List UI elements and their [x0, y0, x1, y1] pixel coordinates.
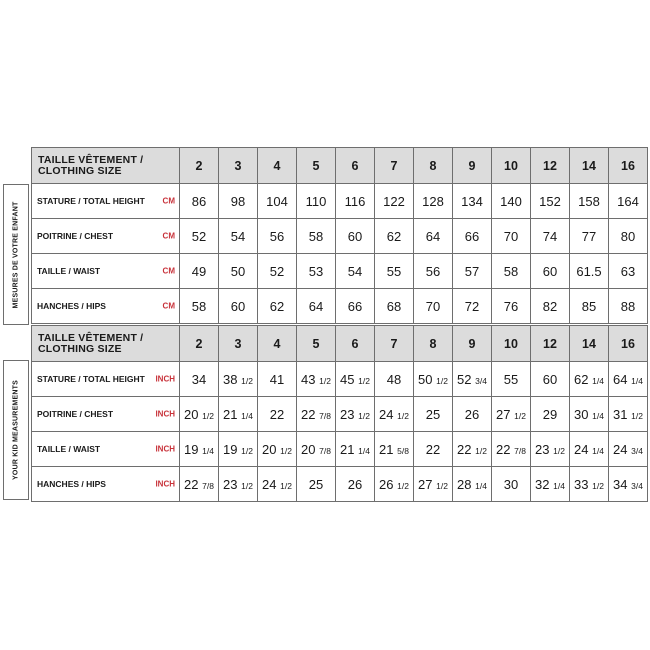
measurement-value: 116	[336, 184, 375, 219]
value-whole: 34	[613, 476, 632, 492]
value-fraction: 1/2	[358, 410, 370, 421]
measurement-value: 74	[531, 219, 570, 254]
measurement-value: 82	[531, 289, 570, 324]
value-fraction: 1/2	[436, 480, 448, 491]
value-whole: 22	[457, 441, 476, 457]
measurement-value: 56	[414, 254, 453, 289]
measurement-value: 30	[492, 467, 531, 502]
measurement-value: 58	[492, 254, 531, 289]
measurement-value	[375, 432, 414, 467]
size-column-header: 16	[609, 148, 648, 184]
value-whole: 27	[496, 406, 515, 422]
measurement-value: 22	[414, 432, 453, 467]
measurement-value: 58	[297, 219, 336, 254]
measurement-value: 55	[492, 362, 531, 397]
measurement-value: 85	[570, 289, 609, 324]
measurement-value: 68	[375, 289, 414, 324]
size-column-header: 3	[219, 326, 258, 362]
value-fraction: 7/8	[319, 445, 331, 456]
clothing-size-header-line1: TAILLE VÊTEMENT /	[38, 153, 144, 166]
side-label-inch-text: YOUR KID MEASUREMENTS	[12, 380, 20, 480]
size-column-header: 2	[180, 148, 219, 184]
measurement-row	[32, 362, 648, 397]
measurement-value	[375, 467, 414, 502]
measurement-label-cell	[32, 362, 180, 397]
value-whole: 52	[457, 371, 476, 387]
measurement-value	[570, 397, 609, 432]
measurement-value	[297, 432, 336, 467]
measurement-label-cell	[32, 254, 180, 289]
size-column-header: 8	[414, 148, 453, 184]
measurement-value	[570, 467, 609, 502]
measurement-value	[258, 432, 297, 467]
measurement-value: 54	[219, 219, 258, 254]
measurement-value	[336, 432, 375, 467]
measurement-row	[32, 397, 648, 432]
value-whole: 19	[223, 441, 242, 457]
size-column-header: 10	[492, 326, 531, 362]
value-fraction: 1/2	[436, 375, 448, 386]
value-whole: 20	[262, 441, 281, 457]
value-whole: 20	[301, 441, 320, 457]
measurement-value: 60	[219, 289, 258, 324]
measurement-row	[32, 467, 648, 502]
measurement-label: TAILLE / WAIST	[37, 444, 101, 454]
clothing-size-header-line1: TAILLE VÊTEMENT /	[38, 331, 144, 344]
size-column-header: 5	[297, 326, 336, 362]
value-fraction: 1/2	[514, 410, 526, 421]
value-fraction: 1/2	[475, 445, 487, 456]
measurement-value: 53	[297, 254, 336, 289]
size-column-header: 16	[609, 326, 648, 362]
measurement-value	[531, 432, 570, 467]
value-whole: 21	[340, 441, 359, 457]
side-label-inch	[3, 360, 29, 500]
measurement-value: 88	[609, 289, 648, 324]
measurement-value: 34	[180, 362, 219, 397]
value-whole: 22	[496, 441, 515, 457]
measurement-label: STATURE / TOTAL HEIGHT	[37, 374, 145, 384]
measurement-value	[180, 467, 219, 502]
value-fraction: 7/8	[514, 445, 526, 456]
measurement-value	[219, 362, 258, 397]
size-column-header: 9	[453, 326, 492, 362]
value-whole: 23	[223, 476, 242, 492]
clothing-size-header	[32, 148, 180, 184]
value-whole: 24	[574, 441, 593, 457]
measurement-value	[336, 397, 375, 432]
value-whole: 64	[613, 371, 632, 387]
measurement-row	[32, 432, 648, 467]
measurement-value: 72	[453, 289, 492, 324]
measurement-label: STATURE / TOTAL HEIGHT	[37, 196, 145, 206]
measurement-value	[453, 432, 492, 467]
value-whole: 43	[301, 371, 320, 387]
measurement-value	[570, 432, 609, 467]
measurement-value: 158	[570, 184, 609, 219]
measurement-value	[609, 397, 648, 432]
value-fraction: 3/4	[631, 445, 643, 456]
measurement-value: 48	[375, 362, 414, 397]
measurement-value: 60	[336, 219, 375, 254]
value-whole: 33	[574, 476, 593, 492]
size-column-header: 12	[531, 148, 570, 184]
measurement-value: 104	[258, 184, 297, 219]
value-fraction: 1/2	[241, 445, 253, 456]
value-fraction: 1/2	[631, 410, 643, 421]
size-column-header: 12	[531, 326, 570, 362]
measurement-label: HANCHES / HIPS	[37, 301, 106, 311]
value-whole: 45	[340, 371, 359, 387]
measurement-value	[492, 397, 531, 432]
measurement-label: POITRINE / CHEST	[37, 231, 114, 241]
value-fraction: 1/4	[592, 375, 604, 386]
size-column-header: 5	[297, 148, 336, 184]
measurement-value: 22	[258, 397, 297, 432]
value-whole: 30	[574, 406, 593, 422]
value-fraction: 1/2	[280, 445, 292, 456]
value-fraction: 1/2	[397, 410, 409, 421]
side-label-cm-text: MESURES DE VOTRE ENFANT	[12, 201, 20, 308]
measurement-value: 52	[180, 219, 219, 254]
measurement-value: 55	[375, 254, 414, 289]
unit-label: INCH	[155, 479, 175, 489]
measurement-value: 62	[258, 289, 297, 324]
measurement-value: 86	[180, 184, 219, 219]
measurement-value: 61.5	[570, 254, 609, 289]
value-fraction: 1/2	[319, 375, 331, 386]
value-whole: 21	[223, 406, 242, 422]
measurement-value	[219, 397, 258, 432]
measurement-value: 110	[297, 184, 336, 219]
measurement-label-cell	[32, 467, 180, 502]
value-fraction: 1/2	[358, 375, 370, 386]
measurement-value: 52	[258, 254, 297, 289]
measurement-value: 152	[531, 184, 570, 219]
measurement-label-cell	[32, 184, 180, 219]
measurement-value: 70	[414, 289, 453, 324]
measurement-value: 128	[414, 184, 453, 219]
size-column-header: 2	[180, 326, 219, 362]
size-column-header: 4	[258, 148, 297, 184]
value-fraction: 1/2	[280, 480, 292, 491]
measurement-value	[219, 432, 258, 467]
measurement-value: 62	[375, 219, 414, 254]
value-whole: 24	[379, 406, 398, 422]
value-whole: 19	[184, 441, 203, 457]
measurement-value	[414, 467, 453, 502]
measurement-value	[297, 362, 336, 397]
measurement-value	[453, 467, 492, 502]
measurement-label-cell	[32, 397, 180, 432]
value-whole: 21	[379, 441, 398, 457]
measurement-value: 25	[297, 467, 336, 502]
measurement-value: 57	[453, 254, 492, 289]
value-fraction: 1/4	[592, 410, 604, 421]
measurement-value: 26	[336, 467, 375, 502]
measurement-label: POITRINE / CHEST	[37, 409, 114, 419]
measurement-value: 41	[258, 362, 297, 397]
value-fraction: 1/2	[241, 375, 253, 386]
unit-label: CM	[162, 196, 175, 206]
unit-label: INCH	[155, 444, 175, 454]
measurement-value: 26	[453, 397, 492, 432]
measurement-value: 25	[414, 397, 453, 432]
size-table-cm	[31, 147, 648, 324]
measurement-value: 80	[609, 219, 648, 254]
measurement-value	[297, 397, 336, 432]
measurement-value: 66	[336, 289, 375, 324]
value-fraction: 1/4	[358, 445, 370, 456]
size-column-header: 7	[375, 326, 414, 362]
side-label-cm	[3, 184, 29, 325]
measurement-value: 54	[336, 254, 375, 289]
size-column-header: 14	[570, 326, 609, 362]
measurement-value	[180, 397, 219, 432]
measurement-value: 66	[453, 219, 492, 254]
value-fraction: 3/4	[475, 375, 487, 386]
size-column-header: 3	[219, 148, 258, 184]
size-column-header: 14	[570, 148, 609, 184]
value-whole: 62	[574, 371, 593, 387]
value-whole: 22	[184, 476, 203, 492]
size-table-inch	[31, 325, 648, 502]
unit-label: INCH	[155, 409, 175, 419]
measurement-value: 56	[258, 219, 297, 254]
value-whole: 31	[613, 406, 632, 422]
measurement-value	[180, 432, 219, 467]
value-whole: 24	[262, 476, 281, 492]
measurement-label: HANCHES / HIPS	[37, 479, 106, 489]
measurement-value: 50	[219, 254, 258, 289]
size-column-header: 9	[453, 148, 492, 184]
measurement-value	[492, 432, 531, 467]
measurement-row	[32, 184, 648, 219]
value-fraction: 1/2	[241, 480, 253, 491]
value-fraction: 1/4	[202, 445, 214, 456]
value-fraction: 1/4	[553, 480, 565, 491]
measurement-label-cell	[32, 219, 180, 254]
measurement-value	[414, 362, 453, 397]
value-whole: 24	[613, 441, 632, 457]
measurement-value: 70	[492, 219, 531, 254]
measurement-row	[32, 289, 648, 324]
value-whole: 27	[418, 476, 437, 492]
measurement-value: 58	[180, 289, 219, 324]
measurement-value	[609, 362, 648, 397]
measurement-value: 77	[570, 219, 609, 254]
size-column-header: 6	[336, 148, 375, 184]
clothing-size-header	[32, 326, 180, 362]
value-whole: 23	[340, 406, 359, 422]
measurement-value	[375, 397, 414, 432]
measurement-label-cell	[32, 432, 180, 467]
measurement-value: 49	[180, 254, 219, 289]
measurement-value: 98	[219, 184, 258, 219]
unit-label: CM	[162, 301, 175, 311]
unit-label: CM	[162, 266, 175, 276]
measurement-value	[453, 362, 492, 397]
value-whole: 28	[457, 476, 476, 492]
value-fraction: 1/4	[592, 445, 604, 456]
unit-label: INCH	[155, 374, 175, 384]
value-fraction: 5/8	[397, 445, 409, 456]
size-column-header: 8	[414, 326, 453, 362]
value-fraction: 1/4	[475, 480, 487, 491]
clothing-size-header-line2: CLOTHING SIZE	[38, 164, 122, 177]
value-whole: 32	[535, 476, 554, 492]
value-whole: 20	[184, 406, 203, 422]
measurement-value	[258, 467, 297, 502]
measurement-value: 63	[609, 254, 648, 289]
size-column-header: 4	[258, 326, 297, 362]
size-column-header: 10	[492, 148, 531, 184]
value-fraction: 1/2	[202, 410, 214, 421]
value-fraction: 3/4	[631, 480, 643, 491]
value-fraction: 7/8	[202, 480, 214, 491]
value-whole: 23	[535, 441, 554, 457]
measurement-value: 60	[531, 254, 570, 289]
measurement-label-cell	[32, 289, 180, 324]
clothing-size-header-line2: CLOTHING SIZE	[38, 342, 122, 355]
size-header-row	[32, 148, 648, 184]
value-fraction: 1/2	[553, 445, 565, 456]
measurement-value: 134	[453, 184, 492, 219]
value-fraction: 1/2	[397, 480, 409, 491]
measurement-value	[336, 362, 375, 397]
value-whole: 50	[418, 371, 437, 387]
measurement-value	[570, 362, 609, 397]
size-column-header: 6	[336, 326, 375, 362]
measurement-value: 64	[297, 289, 336, 324]
size-column-header: 7	[375, 148, 414, 184]
measurement-value: 64	[414, 219, 453, 254]
measurement-value: 76	[492, 289, 531, 324]
size-header-row	[32, 326, 648, 362]
value-fraction: 1/2	[592, 480, 604, 491]
measurement-label: TAILLE / WAIST	[37, 266, 101, 276]
value-fraction: 1/4	[241, 410, 253, 421]
measurement-value	[609, 467, 648, 502]
measurement-value: 122	[375, 184, 414, 219]
value-whole: 26	[379, 476, 398, 492]
unit-label: CM	[162, 231, 175, 241]
measurement-value	[531, 467, 570, 502]
measurement-row	[32, 219, 648, 254]
measurement-row	[32, 254, 648, 289]
value-fraction: 1/4	[631, 375, 643, 386]
measurement-value	[219, 467, 258, 502]
measurement-value: 164	[609, 184, 648, 219]
measurement-value: 29	[531, 397, 570, 432]
value-whole: 38	[223, 371, 242, 387]
measurement-value: 60	[531, 362, 570, 397]
measurement-value: 140	[492, 184, 531, 219]
measurement-value	[609, 432, 648, 467]
value-whole: 22	[301, 406, 320, 422]
value-fraction: 7/8	[319, 410, 331, 421]
